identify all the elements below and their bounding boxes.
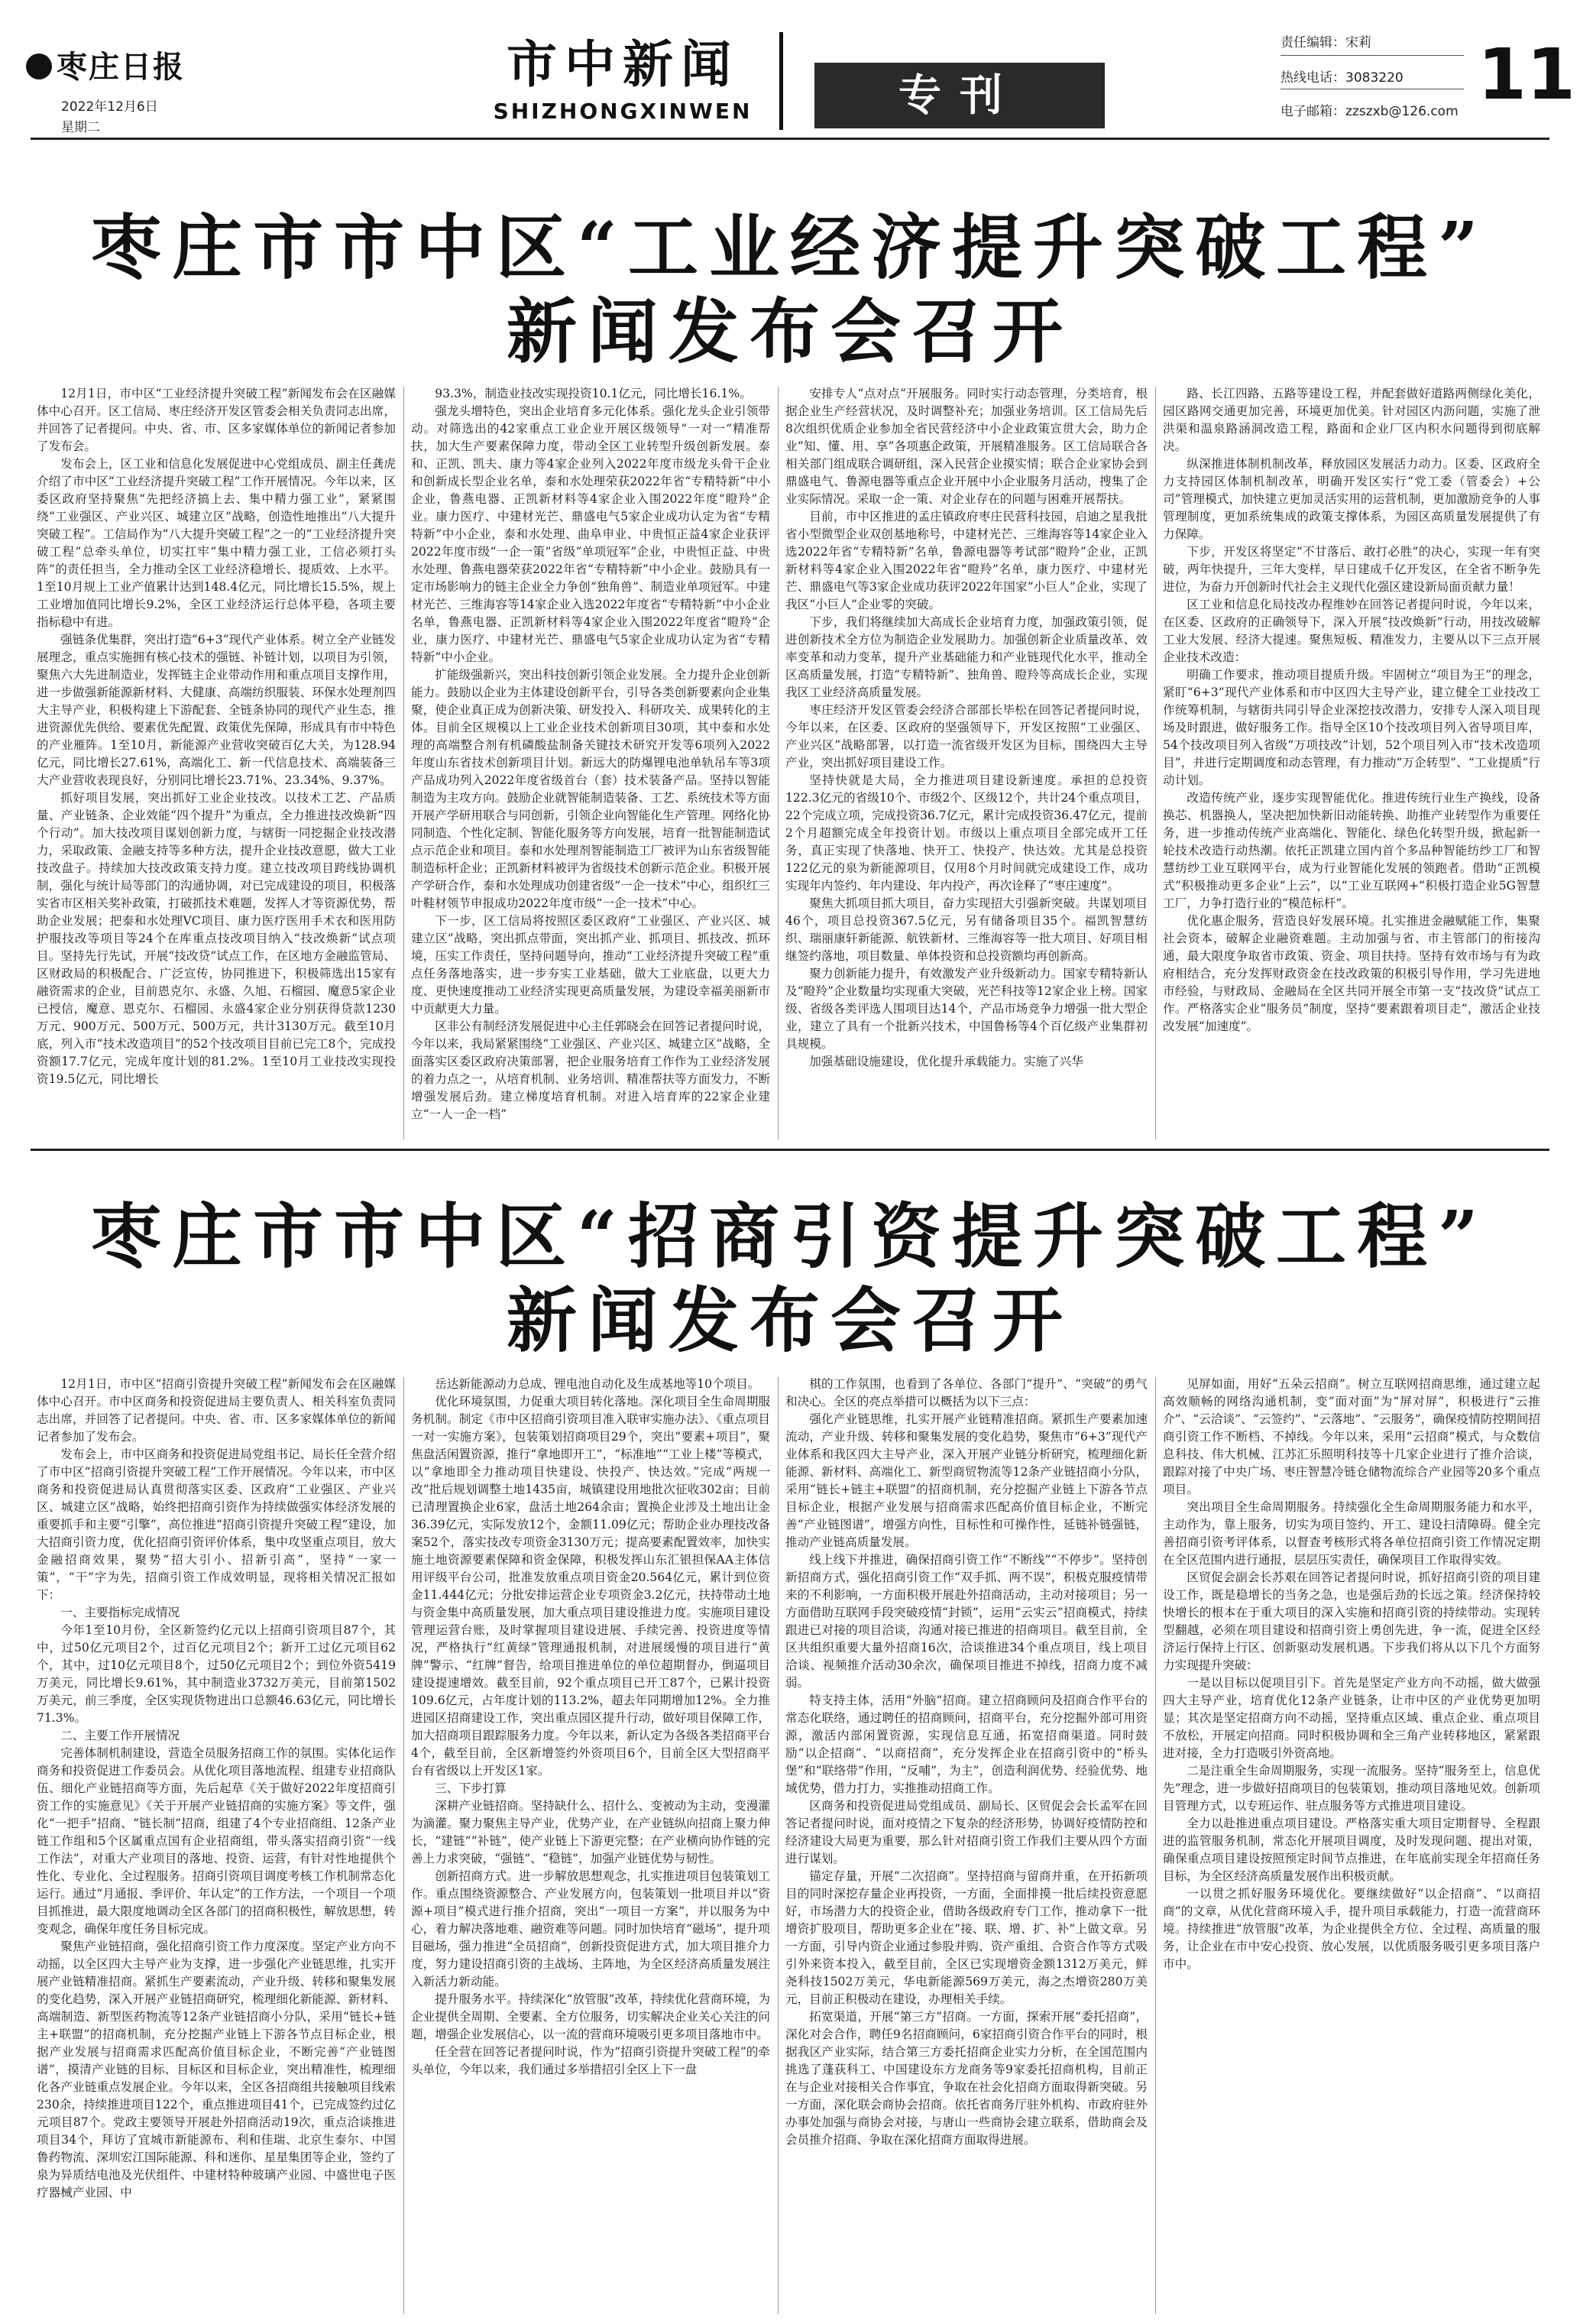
article2-title-line2: 新闻发布会召开	[506, 1279, 1073, 1362]
section-label: 专刊	[814, 63, 1105, 128]
paragraph: 明确工作要求，推动项目提质升级。牢固树立“项目为王”的理念，紧盯“6+3”现代产业体系和市中区四大主导产业，建立健全工业技改工作统筹机制，与辖街共同引导企业深挖技改潜力，安排专人深入项目现场及时跟进，做好服务工作。指导全区10个技改项目列入省导项目库，54个技改项目列入省级“万项技改”计划，52个项目列入市“技术改造项目”，并进行定期调度和动态管理，有力推动“万企转型”、“工业提质”行动计划。	[1163, 668, 1540, 787]
paragraph: 创新招商方式。进一步解放思想观念，扎实推进项目包装策划工作。重点围绕资源整合、产业发展方向，包装策划一批项目并以“资源+项目”模式进行推介招商，突出“一项目一方案”，并以服务为中心，着力解决落地难、融资难等问题。同时加快培育“磁场”，提升项目磁场，强力推进“全员招商”，创新投资促进方式，加大项目推介力度，努力建设招商引资的主战场、主阵地，为全区经济高质量发展注入新活力新动能。	[411, 1869, 770, 1989]
paragraph: 任全营在回答记者提问时说，作为“招商引资提升突破工程”的牵头单位，今年以来，我们通过多举措招引全区上下一盘	[411, 2045, 770, 2076]
logo-emblem-icon	[26, 53, 52, 79]
paragraph: 二是注重全生命周期服务，实现一流服务。坚持“服务至上，信息优先”理念，进一步做好招商项目的包装策划，推动项目落地见效。创新项目管理方式，以专班运作、驻点服务等方式推进项目建设。	[1163, 1764, 1540, 1813]
column-rule	[403, 387, 404, 1139]
paragraph: 二、主要工作开展情况	[60, 1729, 180, 1742]
paragraph: 提升服务水平。持续深化“放管服”改革，持续优化营商环境，为企业提供全周期、全要素、全方位服务，切实解决企业关心关注的问题，增强企业发展信心，以一流的营商环境吸引更多项目落地市中。	[411, 1992, 770, 2041]
paragraph: 一、主要指标完成情况	[60, 1606, 180, 1619]
article2-column-4	[1163, 1376, 1540, 2317]
column-rule	[778, 387, 779, 1139]
article2-column-2	[411, 1376, 770, 2317]
column-logo: 市中新闻	[507, 34, 739, 94]
paragraph: 扩能级强新兴，突出科技创新引领企业发展。全力提升企业创新能力。鼓励以企业为主体建设创新平台，引导各类创新要素向企业集聚，使企业真正成为创新决策、研发投入、科研攻关、成果转化的主体。目前全区规模以上工业企业技术创新项目30项，其中泰和水处理的高端整合剂有机磷酸盐制备关键技术研究开发等6项列入2022年度山东省技术创新项目计划。新远大的防爆锂电池单轨吊车等3项产品成功列入2022年度省级首台（套）技术装备产品。坚持以智能制造为主攻方向。鼓励企业就智能制造装备、工艺、系统技术等方面开展产学研用联合与同创新，引领企业向智能化生产管理。网络化协同制造、个性化定制、智能化服务等方向发展，培育一批智能制造试点示范企业和项目。泰和水处理剂智能制造工厂被评为山东省级智能制造标杆企业；正凯新材料被评为省级技术创新示范企业。积极开展产学研合作，泰和水处理成功创建省级“一企一技术”中心，组织红三叶鞋材领节申报成功2022年度市级“一企一技术”中心。	[411, 668, 770, 910]
paragraph: 区工业和信息化局技改办程维妙在回答记者提问时说，今年以来，在区委、区政府的正确领导下，深入开展“技改焕新”行动，用技改破解工业大发展、经济大提速。聚焦短板、精准发力，主要从以下三点开展企业技术改造：	[1163, 598, 1540, 664]
newspaper-logo	[26, 42, 217, 92]
paragraph: 聚力创新能力提升，有效激发产业升级新动力。国家专精特新认及“瞪羚”企业数量均实现重大突破，光芒科技等12家企业上榜。国家级、省级各类评选人围项目达14个，产品市场竞争力增强一批大型企业，建立了具有一个批新兴技术，中国鲁杨等4个百亿级产业集群初具规模。	[785, 967, 1148, 1051]
article1-title-line2: 新闻发布会召开	[506, 290, 1073, 373]
paragraph: 线上线下并推进，确保招商引资工作“不断线”“不停步”。坚持创新招商方式，强化招商引资工作“双手抓、两不误”，积极克服疫情带来的不利影响，一方面积极开展赴外招商活动，主动对接项目；另一方面借助互联网手段突破疫情“封锁”，运用“云实云”招商模式，持续跟进已对接的项目洽谈，沟通对接已推进的招商项目。截至目前，全区共组织重要大量外招商16次，洽谈推进34个重点项目，线上项目洽谈、视频推介活动30余次，确保项目推进不掉线，招商力度不减弱。	[785, 1553, 1148, 1690]
paragraph: 区商务和投资促进局党组成员、副局长、区贸促会会长孟军在回答记者提问时说，面对疫情之下复杂的经济形势，协调好疫情防控和经济建设大局更为重要，那么针对招商引资工作我们主要从四个方面进行谋划。	[785, 1799, 1148, 1865]
paragraph: 全力以赴推进重点项目建设。严格落实重大项目定期督导、全程跟进的监管服务机制，常态化开展项目调度，及时发现问题、提出对策，确保重点项目建设按照预定时间节点推进，在年底前实现全年招商任务目标，为全区经济高质量发展作出积极贡献。	[1163, 1817, 1540, 1883]
editor-line: 责任编辑：宋莉	[1281, 35, 1371, 50]
article2-title-line1: 枣庄市市中区“招商引资提升突破工程”	[91, 1195, 1489, 1278]
article2-column-3	[785, 1376, 1148, 2317]
paragraph: 路、长江四路、五路等建设工程，并配套做好道路两侧绿化美化，园区路网交通更加完善，环境更加优美。针对园区内沥问题，实施了泄洪渠和温泉路涵洞改造工程，路面和企业厂区内积水问题得到彻底解决。	[1163, 387, 1540, 453]
paragraph: 下步，我们将继续加大高成长企业培育力度，加强政策引领，促进创新技术全方位为制造企业发展助力。加强创新企业质量改革、效率变革和动力变革，提升产业基础能力和产业链现代化水平，推动全区高质量发展，打造“专精特新”、独角兽、瞪羚等高成长企业，实现我区工业经济高质量发展。	[785, 615, 1148, 699]
paragraph: 抓好项目发展，突出抓好工业企业技改。以技术工艺、产品质量、产业链条、企业效能“四个提升”为重点，全力推进技改焕新“四个行动”。加大技改项目谋划创新力度，与辖街一同挖掘企业技改潜力，采取政策、金融支持等多种方法，提升企业技改意愿，做大工业技改盘子。持续加大技改政策支持力度。建立技改项目跨线协调机制，强化与统计局等部门的沟通协调，对已完成建设的项目，积极落实省市区相关奖补政策，打破抓技术难题，发挥人才等资源优势，帮助企业发展；把泰和水处理VC项目、康力医疗医用手术衣和医用防护服技改等项目等24个在库重点技改项目纳入“技改焕新”试点项目。坚持先行先试，开展“技改贷”试点工作，在区地方金融监管局、区财政局的积极配合、广泛宣传，协同推进下，积极筛选出15家有融资需求的企业，目前恩克尔、永盛、久旭、石榴园、魔意5家企业已授信，魔意、恩克尔、石榴园、永盛4家企业分别获得贷款1230万元、900万元、500万元、500万元，共计3130万元。截至10月底，列入市“技术改造项目”的52个技改项目目前已完工8个，完成投资额17.7亿元，完成年度计划的81.2%。1至10月工业技改实现投资19.5亿元，同比增长	[37, 791, 396, 1086]
column-rule	[778, 1377, 779, 2314]
paragraph: 完善体制机制建设，营造全员服务招商工作的氛围。实体化运作商务和投资促进工作委员会。从优化项目落地流程、组建专业招商队伍、细化产业链招商等方面，先后起草《关于做好2022年度招商引资工作的实施意见》《关于开展产业链招商的实施方案》等文件，强化“一把手”招商、“链长制”招商，组建了4个专业招商组、12条产业链工作组和5个区属重点国有企业招商组，带头落实招商引资“一线工作法”，对重大产业项目的落地、投资、运营，有针对性地提供个性化、专业化、全过程服务。招商引资项目调度考核工作机制常态化运行。通过“月通报、季评价、年认定”的工作方法，一个项目一个项目抓推进，最大限度地调动全区各部门的招商积极性，解放思想，转变观念，确保年度任务目标完成。	[37, 1746, 396, 1936]
column-rule	[1155, 387, 1156, 1139]
paragraph: 优化环境氛围，力促重大项目转化落地。深化项目全生命周期服务机制。制定《市中区招商引资项目准入联审实施办法》、《重点项目一对一实施方案》，包装策划招商项目29个，突出“要素+项目”，聚焦盘活闲置资源，推行“拿地即开工”，“标准地”“工业上楼”等模式，以“拿地即全力推动项目快建设、快投产、快达效。”完成“两规一改”批后规划调整土地1435亩，城镇建设用地批次征收302亩；目前已清理置换企业6家，盘活土地264余亩；置换企业涉及土地出让金36.39亿元，实际发放12个，金额11.09亿元；帮助企业办理技改备案52个，落实技改专项资金3130万元；提高要素配置效率，加快实施土地资源要素保障和资金保障，积极发挥山东汇银担保AA主体信用评级平台公司，批准发放重点项目资金20.564亿元，累计到位资金11.444亿元；分批安排运营企业专项资金3.2亿元，扶持带动土地与资金集中高质量发展，加大重点项目建设推进力度。实施项目建设管理运营台账，及时掌握项目建设进展、手续完善、投资进度等情况，严格执行“红黄绿”管理通报机制，对进展缓慢的项目进行“黄牌”警示、“红牌”督告，给项目推进单位的单位超期督办，倒逼项目建设提速增效。截至目前，92个重点项目已开工87个，已累计投资109.6亿元，占年度计划的113.2%，超去年同期增加12%。全力推进园区招商建设工作，突出重点园区提升行动，做好项目保障工作，加大招商项目跟踪服务力度。今年以来，新认定为各级各类招商平台4个，截至目前，全区新增签约外资项目6个，目前全区大型招商平台有省级以上开发区1家。	[411, 1395, 770, 1778]
paragraph: 区贸促会副会长苏艰在回答记者提问时说，抓好招商引资的项目建设工作，既是稳增长的当务之急，也是强后劲的长远之策。经济保持较快增长的根本在于重大项目的深入实施和招商引资的持续带动。实现转型翻越，必须在项目建设和招商引资上勇创先进，争一流，促进全区经济运行保持上行区、创新驱动发展机遇。下步我们将从以下几个方面努力实现提升突破：	[1163, 1570, 1540, 1672]
paragraph: 12月1日，市中区“招商引资提升突破工程”新闻发布会在区融媒体中心召开。市中区商务和投资促进局主要负责人、相关科室负责同志出席，并回答了记者提问。中央、省、市、区多家媒体单位的新闻记者参加了发布会。	[37, 1377, 396, 1444]
article1-column-3	[785, 385, 1148, 1142]
paragraph: 加强基础设施建设，优化提升承载能力。实施了兴华	[809, 1055, 1083, 1068]
paragraph: 下步，开发区将坚定“不甘落后、敢打必胜”的决心，实现一年有突破，两年快提升，三年大变样，早日建成千亿开发区，在全省不断争先进位，为奋力开创新时代社会主义现代化强区建设新局面贡献力量！	[1163, 545, 1540, 594]
article2-column-1	[37, 1376, 396, 2317]
paragraph: 拓宽渠道，开展“第三方”招商。一方面，探索开展“委托招商”，深化对会合作，聘任9名招商顾问，6家招商引资合作平台的同时，根据我区产业实际，结合第三方委托招商企业实力分析，在全国范围内挑选了蓬荻科工、中国建设东方龙商务等9家委托招商机构，目前正在与企业对接相关合作事宜，争取在社会化招商方面取得新突破。另一方面，深化联会商协会招商。依托省商务厅驻外机构、市政府驻外办事处加强与商协会对接，与唐山一些商协会建立联系，借助商会及会员推介招商、争取在深化招商方面取得进展。	[785, 2010, 1148, 2147]
paragraph: 发布会上，区工业和信息化发展促进中心党组成员、副主任龚虎介绍了市中区“工业经济提升突破工程”工作开展情况。今年以来，区委区政府坚持聚焦“先把经济搞上去、集中精力强工业”，紧紧围绕“工业强区、产业兴区、城建立区”战略，创造性地推出“八大提升突破工程”。工信局作为“八大提升突破工程”之一的“工业经济提升突破工程”总牵头单位，切实扛牢“集中精力强工业，工信必须打头阵”的责任担当，全力推动全区工业经济稳增长、提质效、上水平。1至10月规上工业产值累计达到148.4亿元，同比增长15.5%，规上工业增加值同比增长9.2%，全区工业经济运行总体平稳，各项主要指标稳中有进。	[37, 457, 396, 629]
paragraph: 纵深推进体制机制改革，释放园区发展活力动力。区委、区政府全力支持园区体制机制改革，明确开发区实行“党工委（管委会）+公司”管理模式，加快建立更加灵活实用的运营机制，更加激励竞争的人事管理制度，更加系统集成的政策支撑体系，为园区高质量发展提供了有力保障。	[1163, 457, 1540, 541]
publication-date: 2022年12月6日	[61, 99, 158, 115]
paragraph: 强龙头增特色，突出企业培育多元化体系。强化龙头企业引领带动。对筛选出的42家重点工业企业开展区级领导“一对一”精准帮扶，加大生产要素保障力度，带动全区工业转型升级创新发展。泰和、正凯、凯夫、康力等4家企业列入2022年度市级龙头骨干企业和创新成长型企业名单，泰和水处理荣获2022年省“专精特新”中小企业，鲁燕电器、正凯新材料等4家企业入围2022年度“瞪羚”企业。康力医疗、中建材光芒、鼎盛电气5家企业成功认定为省“专精特新”中小企业，泰和水处理、曲阜申业、中贵恒正益4家企业获评2022年度市级“一企一策”省级“单项冠军”企业，中贵恒正益、中贵水处理、鲁燕电器荣获2022年省“专精特新”中小企业。鼓励具有一定市场影响力的链主企业全力争创“独角兽”、制造业单项冠军。中建材光芒、三维海容等14家企业入选2022年度省“专精特新”中小企业名单，鲁燕电器、正凯新材料等4家企业入围2022年度省“瞪羚”企业，康力医疗、中建材光芒、鼎盛电气5家企业成功认定为省“专精特新”中小企业。	[411, 404, 770, 664]
publication-weekday: 星期二	[61, 120, 100, 135]
paragraph: 坚持快就是大局，全力推进项目建设新速度。承担的总投资122.3亿元的省级10个、市级2个、区级12个，共计24个重点项目，22个完成立项，完成投资36.7亿元，累计完成投资36.47亿元，提前2个月超额完成全年投资计划。市级以上重点项目全部完成开工任务，真正实现了快落地、快开工、快投产、快达效。尤其是总投资122亿元的泉为新能源项目，仅用8个月时间就完成建设工作，成功实现年内签约、年内建设、年内投产，再次诠释了“枣庄速度”。	[785, 773, 1148, 893]
article-divider	[31, 1149, 1549, 1151]
editor-rule	[1281, 55, 1464, 56]
paragraph: 一是以目标以促项目引下。首先是坚定产业方向不动摇，做大做强四大主导产业，培育优化12条产业链条，让市中区的产业优势更加明显；其次是坚定招商方向不动摇，坚持重点区域、重点企业、重点项目不放松，开展定向招商。同时积极协调和全三角产业转移地区，紧紧跟进对接，全力打造吸引外资高地。	[1163, 1676, 1540, 1760]
paragraph: 锚定存量，开展“二次招商”。坚持招商与留商并重，在开拓新项目的同时深挖存量企业再投资，一方面，全面排摸一批后续投资意愿好，市场潜力大的投资企业，借助各级政府专门工作，推动拿下一批增资扩股项目，帮助更多企业在“接、联、增、扩、补”上做文章。另一方面，引导内资企业通过参股并购、资产重组、合资合作等方式吸引外来资本投入，截至目前，全区已实现增资金额1312万美元，鲜尧科技1502万美元，华电新能源569万美元，海之杰增资280万美元，目前正积极动在建设，办理相关手续。	[785, 1869, 1148, 2006]
paragraph: 目前，市中区推进的孟庄镇政府枣庄民营科技园，启迪之星我批省小型微型企业双创基地称号，中建材光芒、三维海容等14家企业入选2022年省“专精特新”名单，鲁源电器等考试部“瞪羚”企业，正凯新材料等4家企业入围2022年省“瞪羚”名单，康力医疗、中建材光芒、鼎盛电气等3家企业成功获评2022年国家“小巨人”企业，实现了我区“小巨人”企业零的突破。	[785, 510, 1148, 611]
paragraph: 12月1日，市中区“工业经济提升突破工程”新闻发布会在区融媒体中心召开。区工信局、枣庄经济开发区管委会相关负责同志出席，并回答了记者提问。中央、省、市、区多家媒体单位的新闻记者参加了发布会。	[37, 387, 396, 453]
article1-column-2	[411, 385, 770, 1142]
column-rule	[403, 1377, 404, 2314]
column-rule	[1155, 1377, 1156, 2314]
paragraph: 岳达新能源动力总成、锂电池自动化及生成基地等10个项目。	[435, 1377, 760, 1391]
paragraph: 三、下步打算	[435, 1781, 507, 1795]
article1-column-4	[1163, 385, 1540, 1142]
paragraph: 聚焦大抓项目抓大项目，奋力实现招大引强新突破。共谋划项目46个，项目总投资367.5亿元，另有储备项目35个。福凯智慧纺织、瑞丽康轩新能源、航铁新材、三维海容等一批大项目、好项目相继签约落地，项目数量、单体投资和总投资额均再创新高。	[785, 896, 1148, 963]
paragraph: 棋的工作氛围，也看到了各单位、各部门“提升”、“突破”的勇气和决心。全区的亮点举措可以概括为以下三点：	[785, 1377, 1148, 1408]
paragraph: 区非公有制经济发展促进中心主任郭晓会在回答记者提问时说，今年以来，我局紧紧围绕“工业强区、产业兴区、城建立区”战略，全面落实区委区政府决策部署，把企业服务培育工作作为工业经济发展的着力点之一，从培育机制、业务培训、精准帮扶等方面发力，不断增强发展后劲。建立梯度培育机制。对进入培育库的22家企业建立“一人一企一档”	[411, 1019, 770, 1121]
paragraph: 优化惠企服务，营造良好发展环境。扎实推进金融赋能工作，集聚社会资本，破解企业融资难题。主动加强与省、市主管部门的衔接沟通，最大限度争取省市政策、资金、项目扶持。坚持有效市场与有为政府相结合，充分发挥财政资金在技改政策的积极引导作用，学习先进地市经验，与财政局、金融局在全区共同开展全市第一支“技改贷”试点工作。严格落实企业“服务员”制度，坚持“要素跟着项目走”，激活企业技改发展“加速度”。	[1163, 914, 1540, 1033]
hotline-line: 热线电话：3083220	[1281, 70, 1404, 86]
paragraph: 枣庄经济开发区管委会经济合部部长毕松在回答记者提问时说，今年以来，在区委、区政府的坚强领导下，开发区按照“工业强区、产业兴区”战略部署，以打造一流省级开发区为目标，围绕四大主导产业，突出抓好项目建设工作。	[785, 703, 1148, 770]
newspaper-name: 枣庄日报	[57, 49, 185, 85]
column-pinyin: SHIZHONGXINWEN	[493, 99, 753, 124]
page-number: 11	[1478, 34, 1576, 115]
masthead-divider	[779, 32, 783, 130]
paragraph: 93.3%，制造业技改实现投资10.1亿元，同比增长16.1%。	[435, 387, 752, 400]
paragraph: 突出项目全生命周期服务。持续强化全生命周期服务能力和水平，主动作为，靠上服务，切实为项目签约、开工、建设扫清障碍。健全完善招商引资考评体系，以督查考核形式将各单位招商引资工作情况定期在全区范围内进行通报，层层压实责任，确保项目工作取得实效。	[1163, 1500, 1540, 1567]
paragraph: 见屏如面，用好“五朵云招商”。树立互联网招商思维，通过建立起高效顺畅的网络沟通机制，变“面对面”为“屏对屏”，积极进行“云推介”、“云洽谈”、“云签约”、“云落地”、“云服务”，确保疫情防控期间招商引资工作不断档、不掉线。今年以来，采用“云招商”模式，与众数信息科技、伟大机械、江苏汇乐照明科技等十几家企业进行了推介洽谈，跟踪对接了中央广场、枣庄智慧冷链仓储物流综合产业园等20多个重点项目。	[1163, 1377, 1540, 1496]
email-line: 电子邮箱：zzszxb@126.com	[1281, 104, 1459, 119]
article1-title-line1: 枣庄市市中区“工业经济提升突破工程”	[91, 206, 1489, 289]
paragraph: 强化产业链思维，扎实开展产业链精准招商。紧抓生产要素加速流动，产业升级、转移和聚集发展的变化趋势，聚焦市“6+3”现代产业体系和我区四大主导产业，深入开展产业链分析研究，梳理细化新能源、新材料、高端化工、新型商贸物流等12条产业链招商小分队，采用“链长+链主+联盟”的招商机制，充分挖掘产业链上下游各节点目标企业，根据产业发展与招商需求匹配高价值目标企业，不断完善“产业链图谱”，增强方向性，目标性和可操作性，延链补链强链，推动产业链高质量发展。	[785, 1412, 1148, 1549]
paragraph: 特支持主体，活用“外脑”招商。建立招商顾问及招商合作平台的常态化联络，通过聘任的招商顾问，招商平台，充分挖掘外部可用资源，激活内部闲置资源，实现信息互通，拓宽招商渠道。同时鼓励“以企招商”、“以商招商”，充分发挥企业在招商引资中的“桥头堡”和“联络带”作用，“反哺”，为主”，创造利润优势、经验优势、地域优势，借力打力，实推推动招商工作。	[785, 1694, 1148, 1795]
masthead-rule	[31, 138, 1549, 140]
paragraph: 今年1至10月份，全区新签约亿元以上招商引资项目87个，其中，过50亿元项目2个，过百亿元项目2个；新开工过亿元项目62个，其中，过10亿元项目8个，过50亿元项目2个；到位外资5419万美元，同比增长9.61%，其中制造业3732万美元，目前第1502万美元，前三季度，全区实现货物进出口总额46.63亿元，同比增长71.3%。	[37, 1623, 396, 1725]
paragraph: 深耕产业链招商。坚持缺什么、招什么、变被动为主动，变漫灌为滴灌。聚力聚焦主导产业，优势产业，在产业链纵向招商上聚力伸长，“建链”“补链”，使产业链上下游更完整；在产业横向协作链的完善上力求突破，“强链”、“稳链”，加强产业链优势与韧性。	[411, 1799, 770, 1865]
paragraph: 发布会上，市中区商务和投资促进局党组书记、局长任全营介绍了市中区“招商引资提升突破工程”工作开展情况。今年以来，市中区商务和投资促进局认真贯彻落实区委、区政府“工业强区、产业兴区、城建立区”战略，始终把招商引资作为持续做强实体经济发展的重要抓手和主要“引擎”，高位推进“招商引资提升突破工程”建设，加大招商引资力度，优化招商引资评价体系，集中攻坚重点项目，放大金融招商效果，聚势“招大引小、招新引高”，坚持“一家一策”，“干”字为先，招商引资工作成效明显，现将相关情况汇报如下：	[37, 1447, 396, 1602]
paragraph: 一以贯之抓好服务环境优化。要继续做好“以企招商”、“以商招商”的文章，从优化营商环境入手，提升项目承载能力，打造一流营商环境。持续推进“放管服”改革，为企业提供全方位、全过程、高质量的服务，让企业在市中安心投资、放心发展，以优质服务吸引更多项目落户市中。	[1163, 1887, 1540, 1971]
paragraph: 强链条优集群，突出打造“6+3”现代产业体系。树立全产业链发展理念，重点实施拥有核心技术的强链、补链计划，以项目为引领，聚焦六大先进制造业，发挥链主企业带动作用和重点项目支撑作用，进一步做强新能源新材料、大健康、高端纺织服装、环保水处理剂四大主导产业，积极构建上下游配套、全链条协同的现代产业生态，推进资源优先供给、要素优先配置、政策优先保障，形成具有市中特色的产业雁阵。1至10月，新能源产业营收突破百亿大关，为128.94亿元，同比增长27.61%，高端化工、新一代信息技术、高端装备三大产业营收表现良好，分别同比增长23.71%、23.34%、9.37%。	[37, 633, 396, 787]
paragraph: 下一步，区工信局将按照区委区政府“工业强区、产业兴区、城建立区”战略，突出抓点带面，突出抓产业、抓项目、抓技改、抓环境，压实工作责任，坚持问题导向，推动“工业经济提升突破工程”重点任务落地落实，进一步夯实工业基础，做大工业底盘，以更大力度、更快速度推动工业经济实现更高质量发展，为建设幸福美丽新市中贡献更大力量。	[411, 914, 770, 1016]
paragraph: 聚焦产业链招商，强化招商引资工作力度深度。坚定产业方向不动摇，以全区四大主导产业为支撑，进一步强化产业链思维，扎实开展产业链精准招商。紧抓生产要素流动，产业升级、转移和聚集发展的变化趋势，深入开展产业链招商研究，梳理细化新能源、新材料、高端制造、新型医药物流等12条产业链招商小分队，采用“链长+链主+联盟”的招商机制，充分挖掘产业链上下游各节点目标企业，根据产业发展与招商需求匹配高价值目标企业，不断完善“产业链图谱”，摸清产业链的目标、目标区和目标企业，突出精准性，梳理细化各产业链重点发展企业。今年以来，全区各招商组共接触项目线索230余，持续推进项目122个，重点推进项目41个，已完成签约过亿元项目87个。党政主要领导开展赴外招商活动19次，重点洽谈推进项目34个，拜访了宜城市新能源布、利和佳瑞、北京生泰尔、中国鲁药物流、深圳宏江国际能源、科和迷你、星星集团等企业，签约了泉为异质结电池及光伏组件、中建材特种玻璃产业园、中盛世电子医疗器械产业园、中	[37, 1940, 396, 2199]
article1-column-1	[37, 385, 396, 1142]
paragraph: 改造传统产业，逐步实现智能优化。推进传统行业生产换线，设备换芯、机器换人，坚决把加快新旧动能转换、助推产业转型作为重要任务，进一步推动传统产业高端化、智能化、绿色化转型升级，掀起新一轮技术改造行动热潮。依托正凯建立国内首个多品种智能纺纱工厂和智慧纺纱工业互联网平台，成为行业智能化发展的领跑者。借助“正凯模式”积极推动更多企业“上云”，以“工业互联网+”积极打造企业5G智慧工厂，力争打造行业的“模范标杆”。	[1163, 791, 1540, 910]
paragraph: 安排专人“点对点”开展服务。同时实行动态管理，分类培育，根据企业生产经营状况，及时调整补充；加强业务培训。区工信局先后8次组织优质企业参加全省民营经济中小企业政策宣贯大会，助力企业“知、懂、用、享”各项惠企政策，开展精准服务。区工信局联合各相关部门组成联合调研组，深入民营企业摸实情；联合企业家协会到鼎盛电气、鲁源电器等重点企业开展中小企业服务月活动，搜集了企业实际情况。采取一企一策、对企业存在的问题与困难开展帮扶。	[785, 387, 1148, 506]
